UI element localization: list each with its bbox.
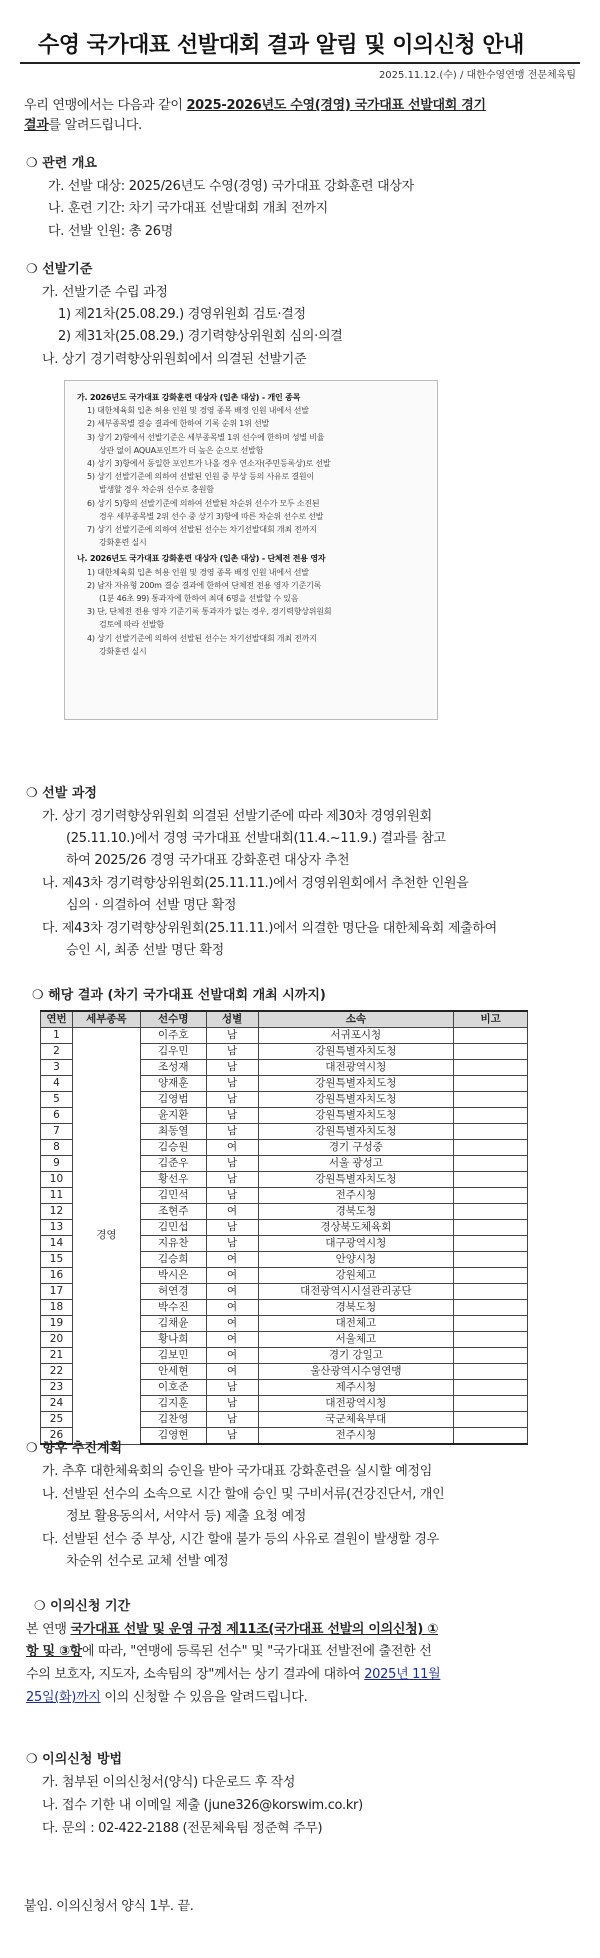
plan-line: 나. 선발된 선수의 소속으로 시간 할애 승인 및 구비서류(건강진단서, 개인 (42, 1487, 445, 1502)
remarks-cell (454, 1268, 528, 1284)
athlete-gender: 남 (206, 1396, 258, 1412)
athlete-gender: 여 (206, 1316, 258, 1332)
box-line: (1분 46초 99) 통과자에 한하여 최대 6명을 선발할 수 있음 (99, 594, 299, 604)
remarks-cell (454, 1332, 528, 1348)
overview-item: 나. 훈련 기간: 차기 국가대표 선발대회 개최 전까지 (48, 201, 328, 216)
attachment-note: 붙임. 이의신청서 양식 1부. 끝. (24, 1899, 194, 1914)
row-number: 26 (41, 1428, 73, 1445)
row-number: 3 (41, 1060, 73, 1076)
row-number: 6 (41, 1108, 73, 1124)
athlete-name: 황나희 (140, 1332, 206, 1348)
plan-line: 다. 선발된 선수 중 부상, 시간 할애 불가 등의 사유로 결원이 발생할 경우 (42, 1532, 439, 1547)
athlete-affiliation: 강원체고 (258, 1268, 454, 1284)
athlete-name: 김지훈 (140, 1396, 206, 1412)
box-line: 3) 단, 단체전 전용 영자 기준기록 통과자가 없는 경우, 경기력향상위원회 (87, 607, 332, 617)
athlete-gender: 여 (206, 1364, 258, 1380)
athlete-name: 김민섭 (140, 1220, 206, 1236)
athlete-affiliation: 대전광역시시설관리공단 (258, 1284, 454, 1300)
col-header: 비고 (454, 1011, 528, 1028)
row-number: 22 (41, 1364, 73, 1380)
regulation-reference: 국가대표 선발 및 운영 규정 제11조(국가대표 선발의 이의신청) ① (70, 1622, 438, 1637)
row-number: 10 (41, 1172, 73, 1188)
remarks-cell (454, 1412, 528, 1428)
box-line: 발생할 경우 차순위 선수로 충원함 (99, 485, 214, 495)
athlete-affiliation: 강원특별자치도청 (258, 1076, 454, 1092)
objection-text: 수의 보호자, 지도자, 소속팀의 장"께서는 상기 결과에 대하여 (26, 1667, 365, 1682)
process-heading: ❍ 선발 과정 (26, 786, 97, 801)
athlete-name: 박수진 (140, 1300, 206, 1316)
row-number: 14 (41, 1236, 73, 1252)
remarks-cell (454, 1284, 528, 1300)
athlete-affiliation: 서귀포시청 (258, 1028, 454, 1044)
intro-emphasis-2: 결과 (24, 118, 49, 133)
row-number: 15 (41, 1252, 73, 1268)
intro-emphasis: 2025-2026년도 수영(경영) 국가대표 선발대회 경기 (186, 98, 486, 113)
remarks-cell (454, 1300, 528, 1316)
remarks-cell (454, 1396, 528, 1412)
col-header: 세부종목 (72, 1011, 140, 1028)
remarks-cell (454, 1348, 528, 1364)
box-line: 2) 세부종목별 결승 결과에 한하여 기록 순위 1위 선발 (87, 419, 270, 429)
athlete-name: 김승희 (140, 1252, 206, 1268)
remarks-cell (454, 1124, 528, 1140)
criteria-item: 1) 제21차(25.08.29.) 경영위원회 검토·결정 (58, 307, 306, 322)
intro-line-2 (24, 116, 142, 136)
athlete-affiliation: 대구광역시청 (258, 1236, 454, 1252)
objection-text: 에 따라, "연맹에 등록된 선수" 및 "국가대표 선발전에 출전한 선 (81, 1644, 432, 1659)
box-heading: 나. 2026년도 국가대표 강화훈련 대상자 (입촌 대상) - 단체전 전용 영자 (77, 554, 326, 564)
col-header: 성별 (206, 1011, 258, 1028)
process-line: 나. 제43차 경기력향상위원회(25.11.11.)에서 경영위원회에서 추천한 인원을 (42, 876, 469, 891)
row-number: 1 (41, 1028, 73, 1044)
athlete-gender: 여 (206, 1348, 258, 1364)
box-line: 4) 상기 3)항에서 동일한 포인트가 나올 경우 연소자(주민등록상)로 선발 (87, 459, 331, 469)
row-number: 13 (41, 1220, 73, 1236)
box-line: 5) 상기 선발기준에 의하여 선발된 인원 중 부상 등의 사유로 결원이 (87, 472, 314, 482)
box-line: 상관 없이 AQUA포인트가 더 높은 순으로 선발함 (99, 445, 264, 455)
athlete-gender: 남 (206, 1028, 258, 1044)
athlete-affiliation: 경상북도체육회 (258, 1220, 454, 1236)
criteria-box (64, 380, 438, 720)
remarks-cell (454, 1028, 528, 1044)
athlete-name: 윤지환 (140, 1108, 206, 1124)
remarks-cell (454, 1156, 528, 1172)
remarks-cell (454, 1172, 528, 1188)
athlete-affiliation: 경기 구성중 (258, 1140, 454, 1156)
athlete-name: 김영범 (140, 1092, 206, 1108)
athlete-name: 최동열 (140, 1124, 206, 1140)
intro-text-2: 를 알려드립니다. (48, 118, 143, 133)
athlete-affiliation: 안양시청 (258, 1252, 454, 1268)
athlete-name: 김승원 (140, 1140, 206, 1156)
athlete-name: 이호준 (140, 1380, 206, 1396)
athlete-gender: 남 (206, 1044, 258, 1060)
box-line: 1) 대한체육회 입촌 허용 인원 및 경영 종목 배정 인원 내에서 선발 (87, 406, 309, 416)
overview-item: 다. 선발 인원: 총 26명 (48, 224, 173, 239)
process-line: 승인 시, 최종 선발 명단 확정 (66, 943, 224, 958)
objection-line-3 (26, 1665, 440, 1685)
athlete-affiliation: 전주시청 (258, 1188, 454, 1204)
page-title: 수영 국가대표 선발대회 결과 알림 및 이의신청 안내 (38, 33, 524, 58)
method-line: 다. 문의 : 02-422-2188 (전문체육팀 정준혁 주무) (42, 1821, 323, 1836)
remarks-cell (454, 1220, 528, 1236)
row-number: 25 (41, 1412, 73, 1428)
box-line: 3) 상기 2)항에서 선발기준은 세부종목별 1위 선수에 한하며 성별 비율 (87, 432, 325, 442)
remarks-cell (454, 1044, 528, 1060)
athlete-gender: 남 (206, 1092, 258, 1108)
athlete-gender: 여 (206, 1332, 258, 1348)
deadline-date-2: 25일(화)까지 (26, 1690, 101, 1705)
row-number: 19 (41, 1316, 73, 1332)
athlete-name: 지유찬 (140, 1236, 206, 1252)
title-divider (20, 62, 580, 64)
athlete-affiliation: 대전광역시청 (258, 1060, 454, 1076)
results-heading: ❍ 해당 결과 (차기 국가대표 선발대회 개최 시까지) (32, 988, 326, 1003)
remarks-cell (454, 1364, 528, 1380)
box-line: 4) 상기 선발기준에 의하여 선발된 선수는 차기선발대회 개최 전까지 (87, 633, 317, 643)
athlete-name: 양재훈 (140, 1076, 206, 1092)
box-heading: 가. 2026년도 국가대표 강화훈련 대상자 (입촌 대상) - 개인 종목 (77, 393, 301, 402)
athlete-affiliation: 대전광역시청 (258, 1396, 454, 1412)
regulation-reference-2: 항 및 ③항 (26, 1644, 82, 1659)
objection-line-1 (26, 1620, 438, 1640)
row-number: 23 (41, 1380, 73, 1396)
process-line: 하여 2025/26 경영 국가대표 강화훈련 대상자 추천 (66, 853, 350, 868)
athlete-gender: 남 (206, 1156, 258, 1172)
athlete-name: 이주호 (140, 1028, 206, 1044)
athlete-name: 김우민 (140, 1044, 206, 1060)
objection-text: 본 연맹 (26, 1622, 71, 1637)
overview-item: 가. 선발 대상: 2025/26년도 수영(경영) 국가대표 강화훈련 대상자 (48, 179, 414, 194)
remarks-cell (454, 1204, 528, 1220)
remarks-cell (454, 1428, 528, 1445)
athlete-name: 박시은 (140, 1268, 206, 1284)
remarks-cell (454, 1236, 528, 1252)
intro-text: 우리 연맹에서는 다음과 같이 (24, 98, 187, 113)
athlete-gender: 남 (206, 1220, 258, 1236)
box-line: 7) 상기 선발기준에 의하여 선발된 선수는 차기선발대회 개최 전까지 (87, 525, 317, 535)
athlete-gender: 여 (206, 1300, 258, 1316)
process-line: 심의 · 의결하여 선발 명단 확정 (66, 898, 237, 913)
athlete-gender: 여 (206, 1252, 258, 1268)
athlete-name: 김준우 (140, 1156, 206, 1172)
athlete-gender: 남 (206, 1236, 258, 1252)
remarks-cell (454, 1140, 528, 1156)
athlete-name: 김보민 (140, 1348, 206, 1364)
remarks-cell (454, 1252, 528, 1268)
athlete-gender: 여 (206, 1268, 258, 1284)
row-number: 24 (41, 1396, 73, 1412)
method-line: 가. 첨부된 이의신청서(양식) 다운로드 후 작성 (42, 1775, 296, 1790)
plan-line: 차순위 선수로 교체 선발 예정 (66, 1554, 229, 1569)
objection-period-heading: ❍ 이의신청 기간 (34, 1599, 131, 1614)
athlete-name: 김채윤 (140, 1316, 206, 1332)
athlete-affiliation: 강원특별자치도청 (258, 1092, 454, 1108)
date-source: 2025.11.12.(수) / 대한수영연맹 전문체육팀 (378, 70, 576, 81)
box-line: 강화훈련 실시 (99, 646, 147, 656)
athlete-affiliation: 전주시청 (258, 1428, 454, 1445)
plan-line: 가. 추후 대한체육회의 승인을 받아 국가대표 강화훈련을 실시할 예정임 (42, 1464, 432, 1479)
athlete-affiliation: 국군체육부대 (258, 1412, 454, 1428)
row-number: 21 (41, 1348, 73, 1364)
event-cell: 경영 (72, 1028, 140, 1445)
athlete-name: 안세현 (140, 1364, 206, 1380)
remarks-cell (454, 1060, 528, 1076)
athlete-affiliation: 강원특별자치도청 (258, 1172, 454, 1188)
athlete-gender: 남 (206, 1172, 258, 1188)
row-number: 20 (41, 1332, 73, 1348)
objection-line-4 (26, 1688, 307, 1708)
athlete-gender: 남 (206, 1060, 258, 1076)
remarks-cell (454, 1316, 528, 1332)
row-number: 9 (41, 1156, 73, 1172)
athlete-gender: 남 (206, 1188, 258, 1204)
col-header: 선수명 (140, 1011, 206, 1028)
plan-line: 정보 활용동의서, 서약서 등) 제출 요청 예정 (66, 1509, 306, 1524)
process-line: (25.11.10.)에서 경영 국가대표 선발대회(11.4.~11.9.) 결과를 참고 (66, 831, 446, 846)
remarks-cell (454, 1108, 528, 1124)
athlete-affiliation: 대전체고 (258, 1316, 454, 1332)
remarks-cell (454, 1380, 528, 1396)
results-table (40, 1010, 528, 1445)
athlete-affiliation: 경북도청 (258, 1300, 454, 1316)
remarks-cell (454, 1092, 528, 1108)
athlete-affiliation: 경기 강일고 (258, 1348, 454, 1364)
criteria-heading: ❍ 선발기준 (26, 262, 93, 277)
criteria-item: 2) 제31차(25.08.29.) 경기력향상위원회 심의·의결 (58, 329, 343, 344)
row-number: 8 (41, 1140, 73, 1156)
athlete-name: 허연경 (140, 1284, 206, 1300)
box-line: 1) 대한체육회 입촌 허용 인원 및 경영 종목 배정 인원 내에서 선발 (87, 567, 309, 577)
athlete-gender: 여 (206, 1140, 258, 1156)
athlete-gender: 여 (206, 1284, 258, 1300)
athlete-affiliation: 강원특별자치도청 (258, 1124, 454, 1140)
athlete-affiliation: 경북도청 (258, 1204, 454, 1220)
intro-line-1 (24, 96, 486, 116)
athlete-affiliation: 강원특별자치도청 (258, 1108, 454, 1124)
athlete-affiliation: 강원특별자치도청 (258, 1044, 454, 1060)
athlete-gender: 남 (206, 1108, 258, 1124)
athlete-gender: 남 (206, 1380, 258, 1396)
col-header: 소속 (258, 1011, 454, 1028)
box-line: 검토에 따라 선발함 (99, 620, 164, 630)
plan-heading: ❍ 향후 추진계획 (26, 1441, 123, 1456)
athlete-affiliation: 울산광역시수영연맹 (258, 1364, 454, 1380)
row-number: 5 (41, 1092, 73, 1108)
athlete-gender: 남 (206, 1428, 258, 1445)
objection-line-2 (26, 1642, 432, 1662)
remarks-cell (454, 1188, 528, 1204)
row-number: 18 (41, 1300, 73, 1316)
athlete-gender: 남 (206, 1412, 258, 1428)
table-row (41, 1028, 528, 1044)
row-number: 17 (41, 1284, 73, 1300)
criteria-item: 나. 상기 경기력향상위원회에서 의결된 선발기준 (42, 352, 307, 367)
row-number: 12 (41, 1204, 73, 1220)
row-number: 4 (41, 1076, 73, 1092)
athlete-gender: 남 (206, 1076, 258, 1092)
criteria-item: 가. 선발기준 수립 과정 (42, 285, 168, 300)
athlete-affiliation: 서울체고 (258, 1332, 454, 1348)
method-line: 나. 접수 기한 내 이메일 제출 (june326@korswim.co.kr) (42, 1798, 363, 1813)
athlete-name: 조성재 (140, 1060, 206, 1076)
athlete-affiliation: 제주시청 (258, 1380, 454, 1396)
box-line: 경우 세부종목별 2위 선수 중 상기 3)항에 따른 차순위 선수로 선발 (99, 511, 324, 521)
box-line: 강화훈련 실시 (99, 538, 147, 548)
process-line: 가. 상기 경기력향상위원회 의결된 선발기준에 따라 제30차 경영위원회 (42, 809, 432, 824)
athlete-name: 조현주 (140, 1204, 206, 1220)
athlete-name: 김찬영 (140, 1412, 206, 1428)
objection-text: 이의 신청할 수 있음을 알려드립니다. (100, 1690, 308, 1705)
athlete-name: 황선우 (140, 1172, 206, 1188)
athlete-gender: 여 (206, 1204, 258, 1220)
athlete-affiliation: 서울 광성고 (258, 1156, 454, 1172)
row-number: 11 (41, 1188, 73, 1204)
results-header-row (41, 1011, 528, 1028)
overview-heading: ❍ 관련 개요 (26, 156, 97, 171)
process-line: 다. 제43차 경기력향상위원회(25.11.11.)에서 의결한 명단을 대한체육회 제출하여 (42, 921, 497, 936)
row-number: 7 (41, 1124, 73, 1140)
col-header: 연번 (41, 1011, 73, 1028)
row-number: 16 (41, 1268, 73, 1284)
athlete-gender: 남 (206, 1124, 258, 1140)
box-line: 2) 남자 자유형 200m 결승 결과에 한하여 단체전 전용 영자 기준기록 (87, 580, 322, 590)
athlete-name: 김영현 (140, 1428, 206, 1445)
row-number: 2 (41, 1044, 73, 1060)
remarks-cell (454, 1076, 528, 1092)
box-line: 6) 상기 5)항의 선발기준에 의하여 선발된 차순위 선수가 모두 소진된 (87, 498, 320, 508)
deadline-date: 2025년 11월 (364, 1667, 441, 1682)
objection-method-heading: ❍ 이의신청 방법 (26, 1752, 123, 1767)
athlete-name: 김민석 (140, 1188, 206, 1204)
